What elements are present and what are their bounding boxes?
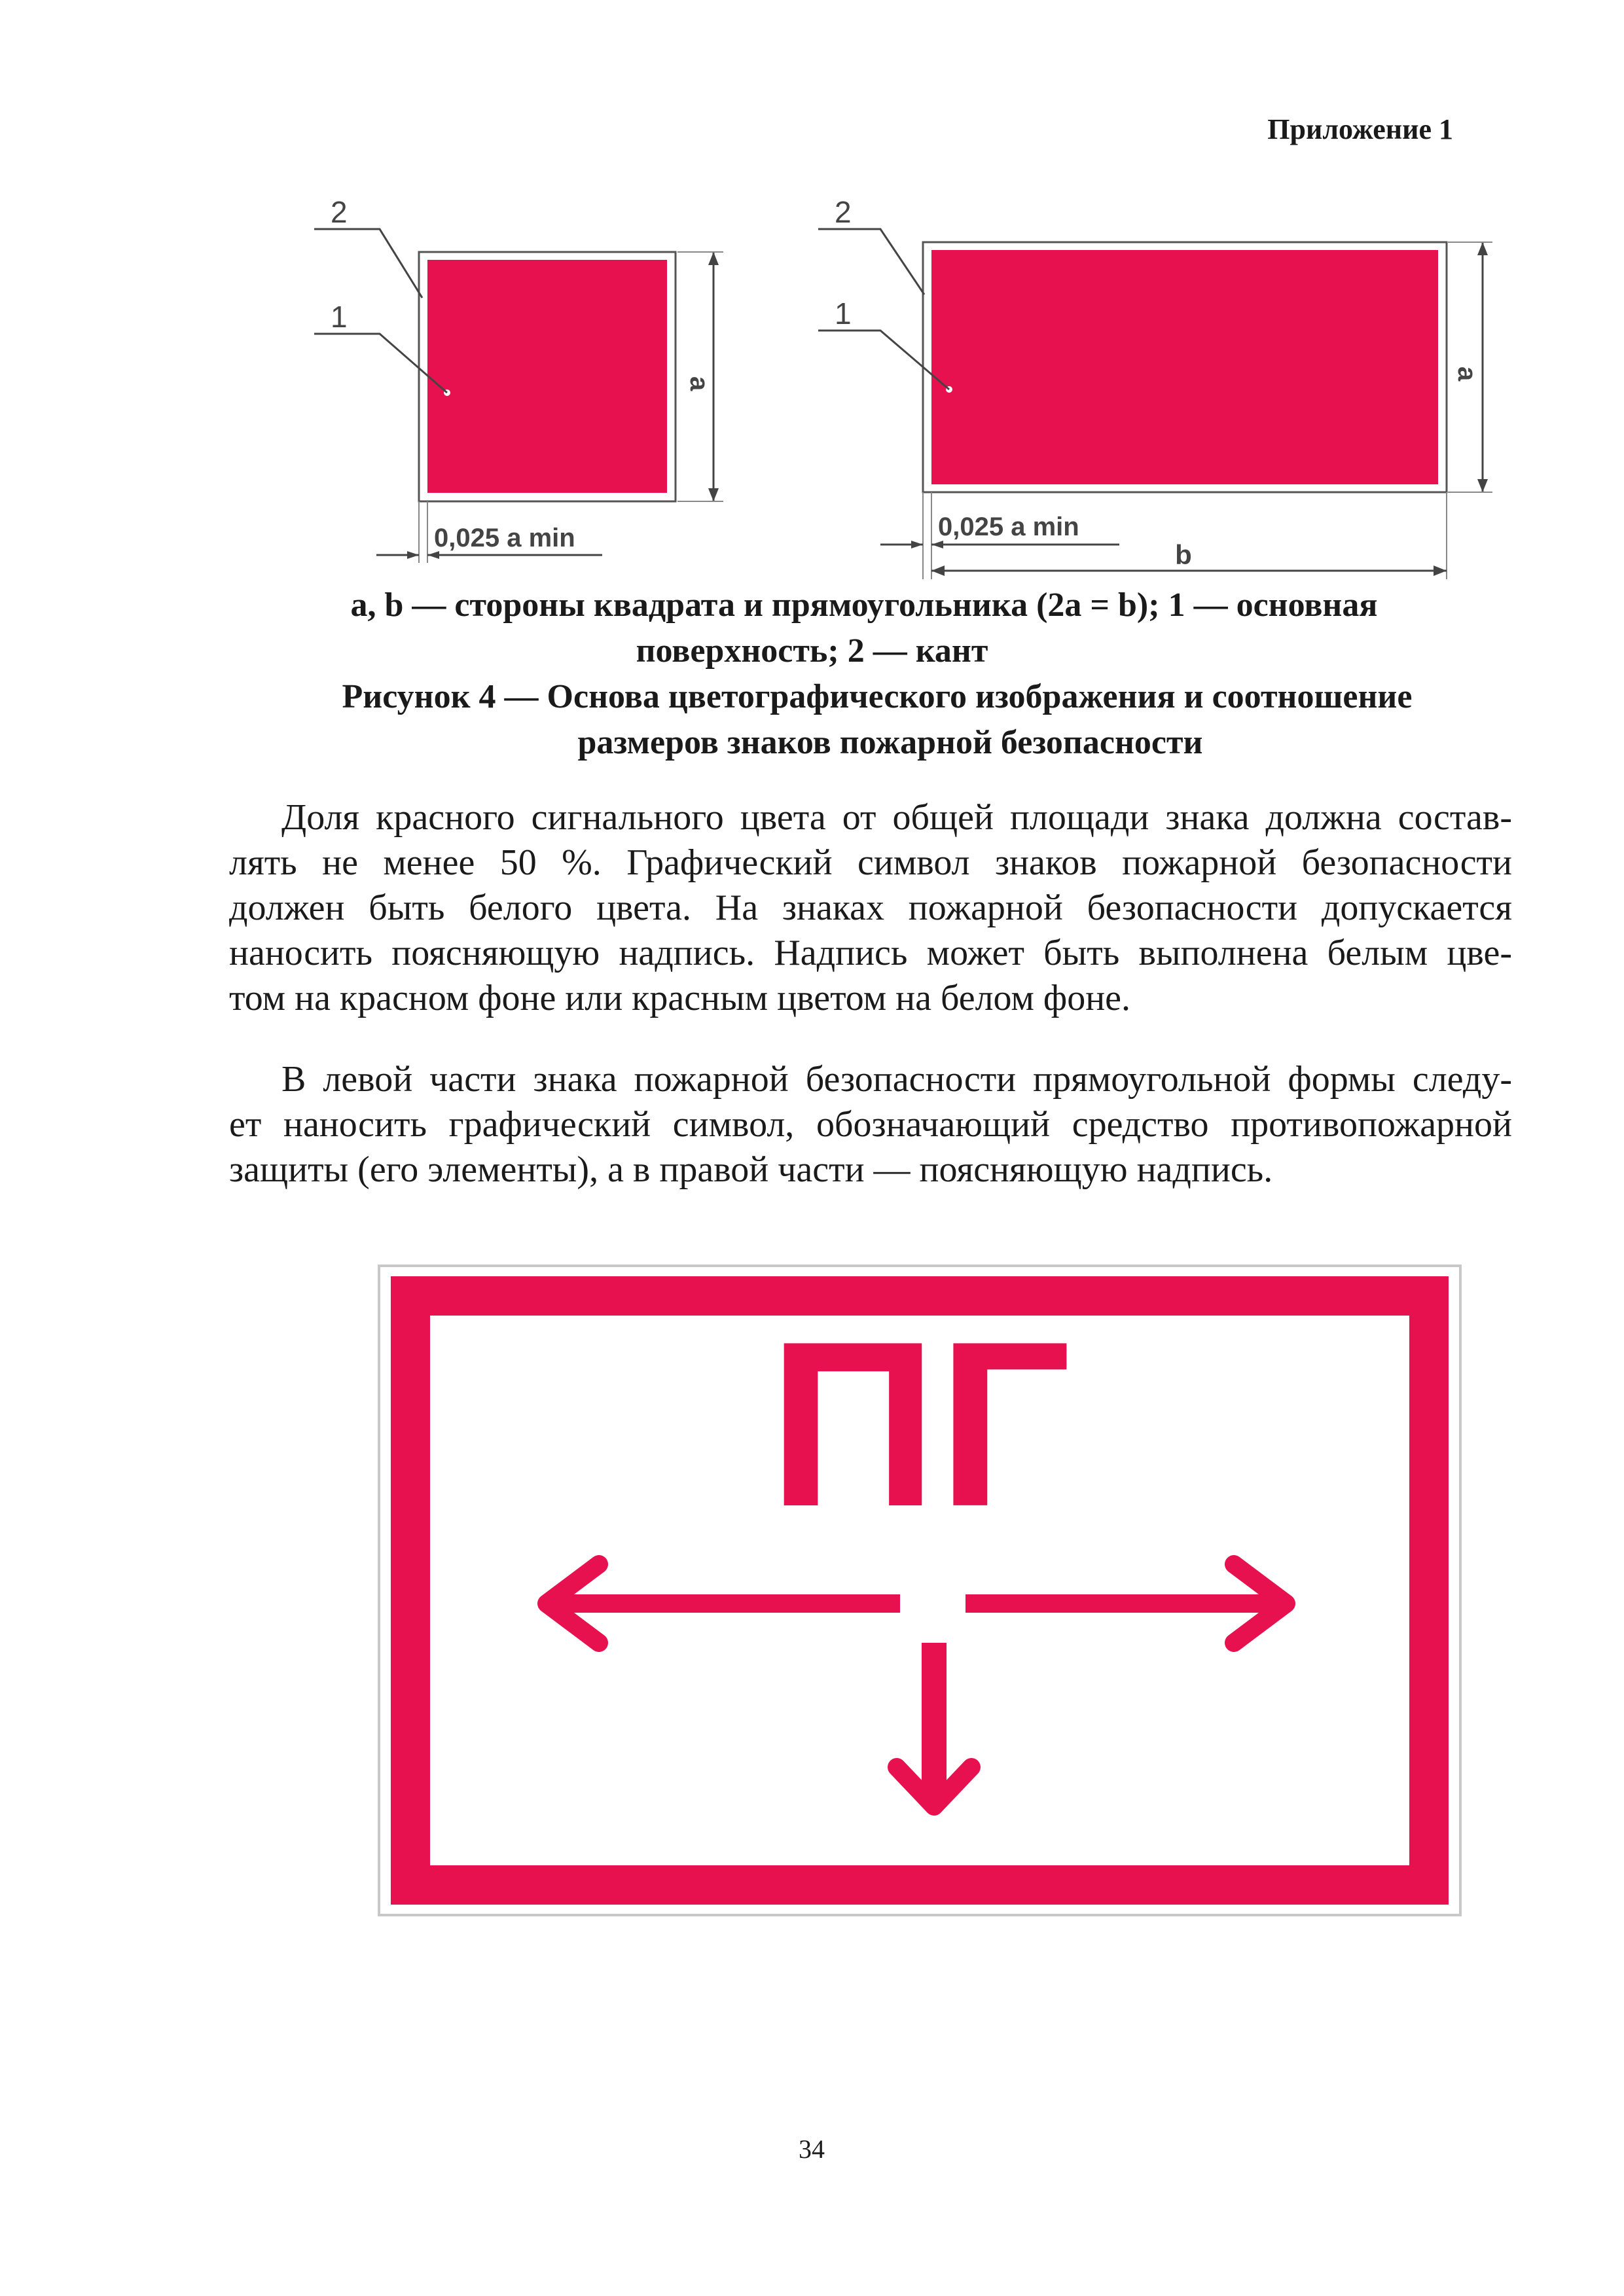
arrowhead-icon — [708, 252, 719, 265]
paragraph-line: наносить поясняющую надпись. Надпись может быть выполнена белым цве- — [229, 933, 1512, 973]
rectangle-main-surface — [931, 250, 1438, 484]
square-main-surface — [427, 260, 667, 493]
paragraph-line: В левой части знака пожарной безопасности прямоугольной формы следу- — [281, 1059, 1512, 1100]
rectangle-diagram — [818, 195, 1492, 579]
paragraph-line: Доля красного сигнального цвета от общей площади знака должна состав- — [281, 797, 1512, 838]
sign-text-pg: ПГ — [768, 1293, 1072, 1556]
width-label-b: b — [1175, 539, 1192, 570]
figure-4-diagrams — [0, 0, 1624, 589]
callout-number-border: 2 — [835, 195, 852, 229]
callout-number-surface: 1 — [331, 300, 348, 334]
edging-label: 0,025 a min — [938, 512, 1079, 541]
callout-line-border — [314, 229, 422, 298]
arrowhead-icon — [1477, 242, 1488, 255]
arrowhead-icon — [407, 551, 419, 559]
figure-title-line-2: размеров знаков пожарной безопасности — [577, 724, 1203, 761]
figure-legend-line-2: поверхность; 2 — кант — [636, 632, 988, 670]
edging-label: 0,025 a min — [434, 524, 575, 552]
figure-title-line-1: Рисунок 4 — Основа цветографического изображения и соотношение — [342, 678, 1413, 715]
page-number: 34 — [799, 2134, 825, 2164]
arrowhead-icon — [931, 565, 945, 576]
paragraph-line: должен быть белого цвета. На знаках пожарной безопасности допускается — [229, 888, 1512, 928]
side-label-a: a — [1453, 367, 1481, 382]
callout-line-border — [818, 229, 924, 295]
arrowhead-icon — [931, 541, 943, 548]
body-paragraph-2 — [229, 1057, 1512, 1193]
side-label-a: a — [685, 376, 713, 391]
callout-number-surface: 1 — [835, 296, 852, 331]
body-paragraph-1 — [229, 795, 1512, 1021]
figure-legend-line-1: a, b — стороны квадрата и прямоугольника (2a = b); 1 — основная — [350, 586, 1378, 624]
paragraph-line: защиты (его элементы), а в правой части — поясняющую надпись. — [229, 1149, 1273, 1190]
paragraph-line: лять не менее 50 %. Графический символ знаков пожарной безопасности — [229, 842, 1512, 883]
arrowhead-icon — [1477, 479, 1488, 492]
paragraph-line: том на красном фоне или красным цветом на белом фоне. — [229, 978, 1131, 1018]
appendix-label: Приложение 1 — [1267, 113, 1453, 145]
fire-hydrant-sign — [376, 1263, 1463, 1918]
paragraph-line: ет наносить графический символ, обозначающий средство противопожарной — [229, 1104, 1512, 1145]
arrowhead-icon — [708, 488, 719, 501]
square-diagram — [314, 195, 723, 563]
arrowhead-icon — [911, 541, 923, 548]
arrowhead-icon — [1434, 565, 1447, 576]
callout-number-border: 2 — [331, 195, 348, 229]
